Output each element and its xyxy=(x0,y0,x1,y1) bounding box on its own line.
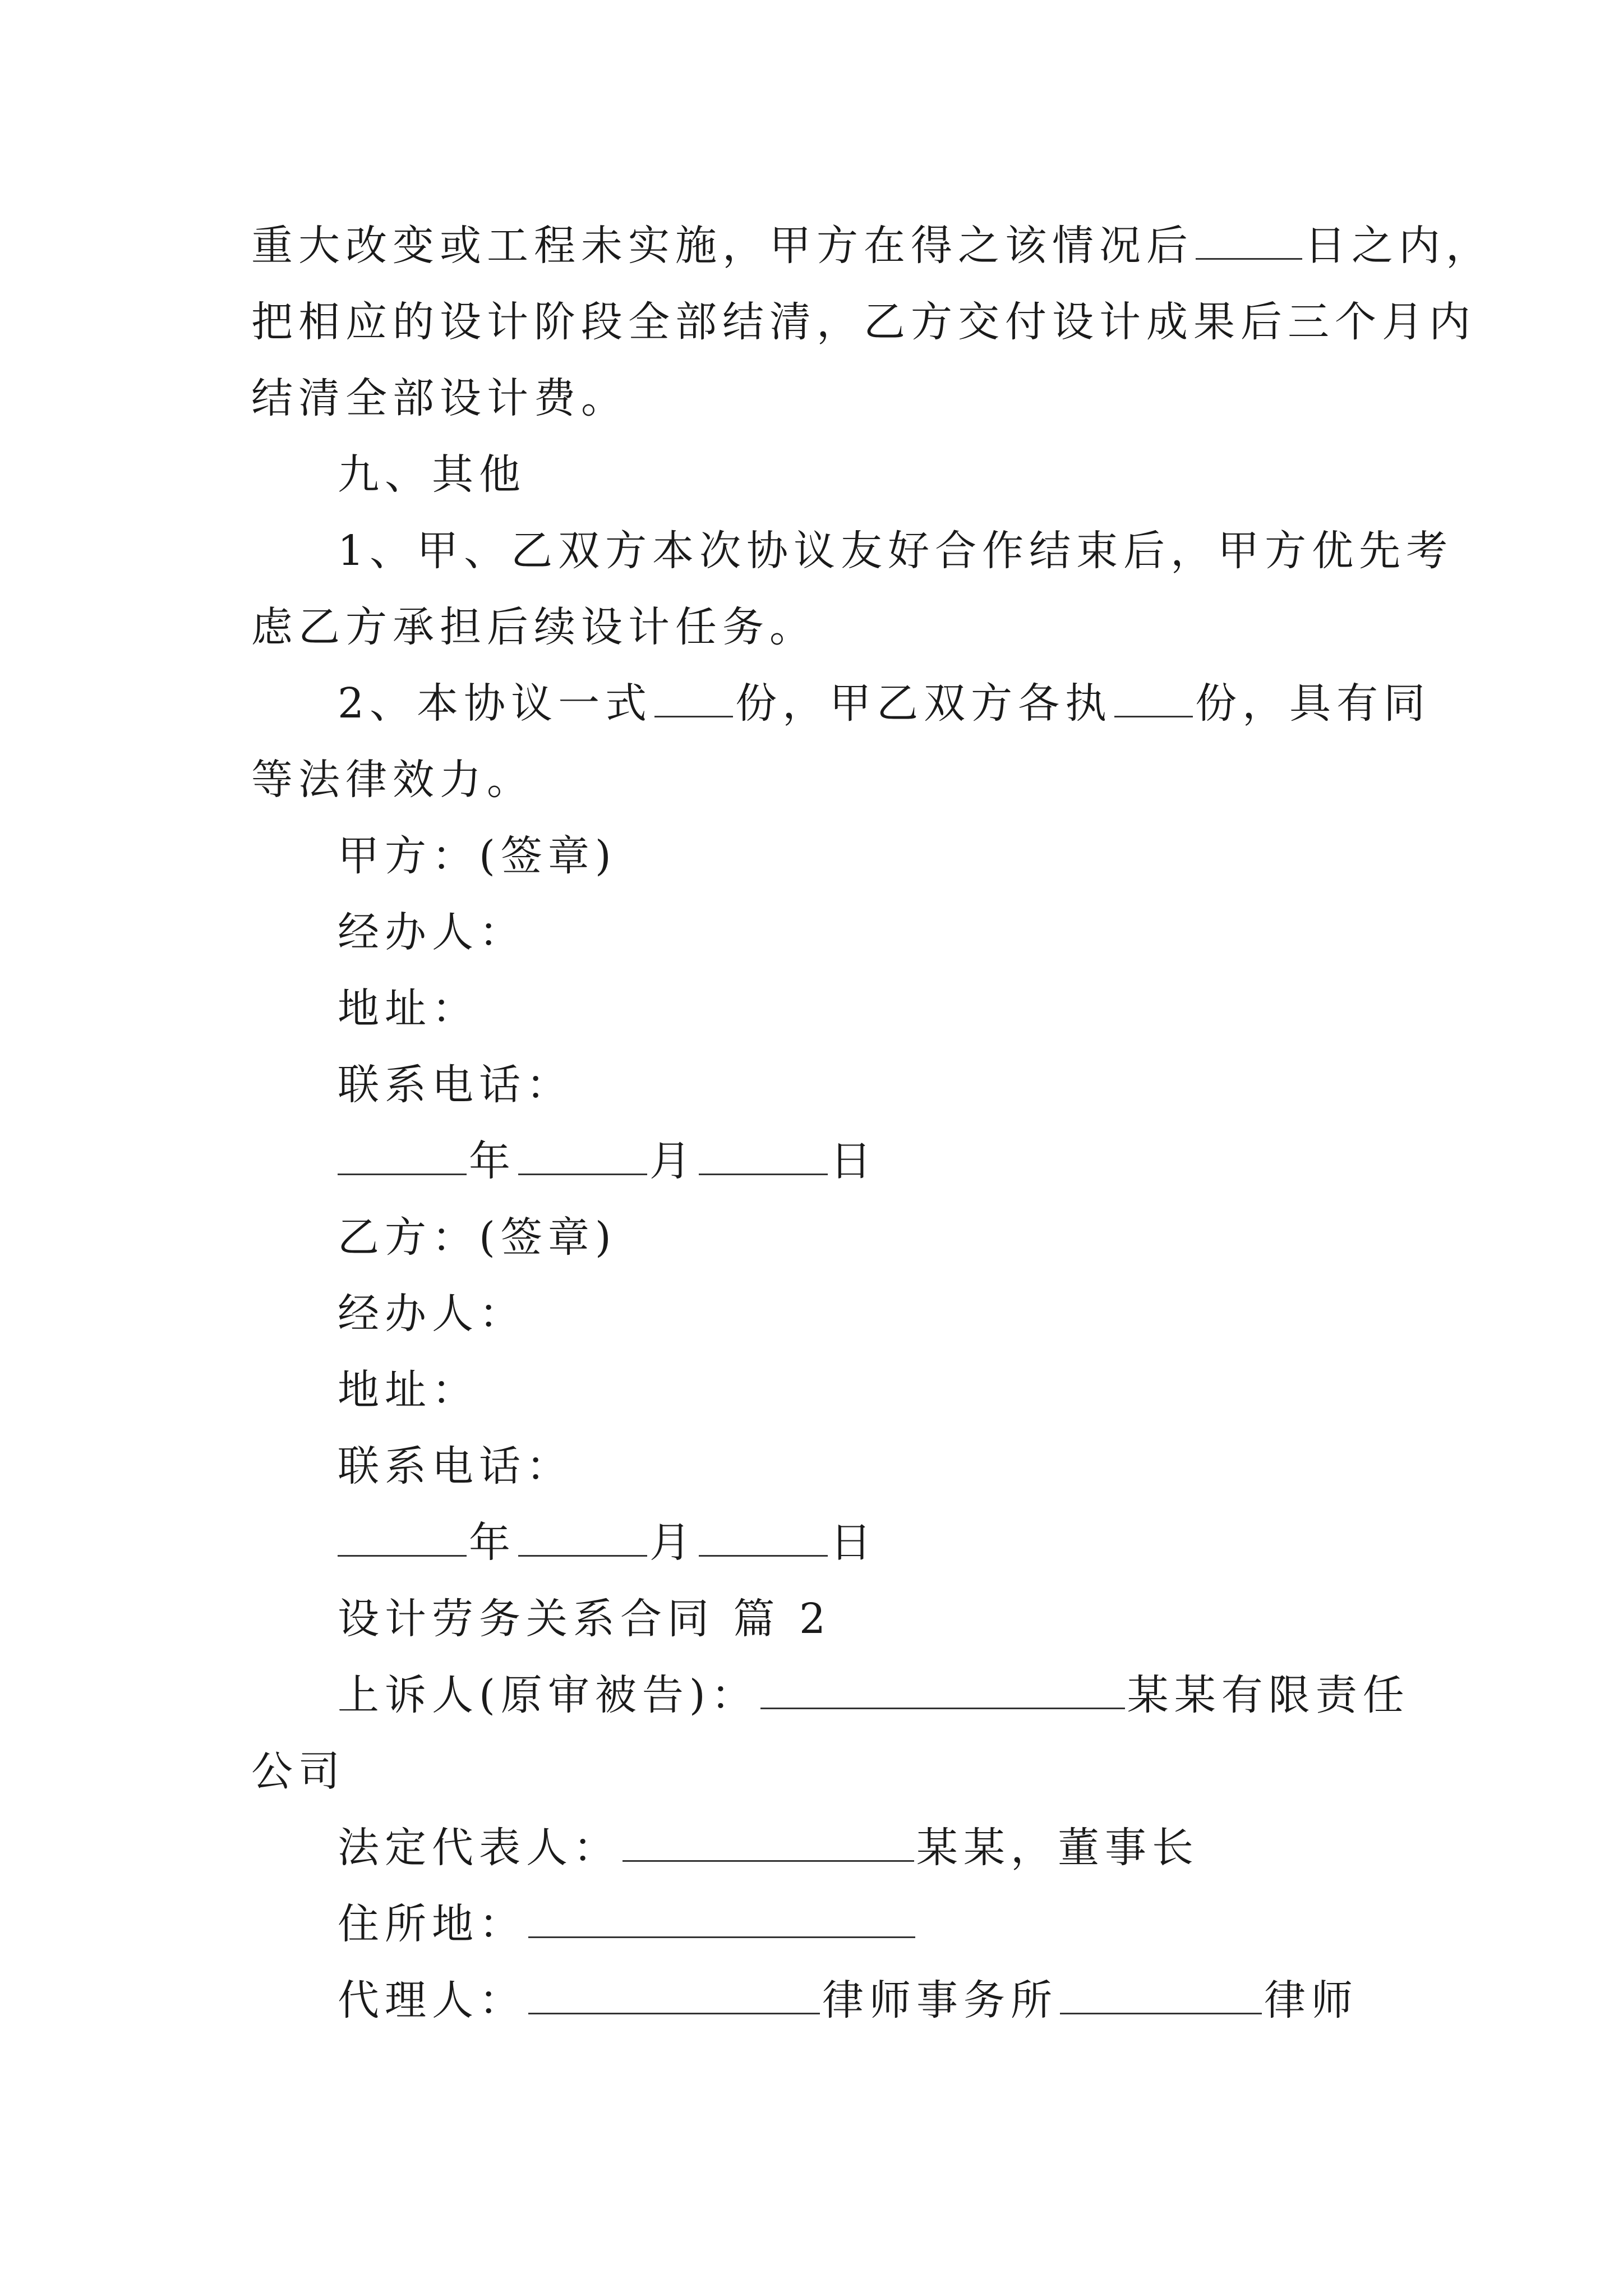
agent-label: 代理人： xyxy=(338,1976,526,2024)
text: 2、本协议一式 xyxy=(338,679,653,728)
section-heading: 九、其他 xyxy=(338,450,526,499)
paragraph-line: 等法律效力。 xyxy=(251,756,534,804)
blank-copies-each xyxy=(1114,681,1193,717)
blank-day xyxy=(699,1139,828,1175)
paragraph-line: 结清全部设计费。 xyxy=(251,374,628,422)
blank-appellant xyxy=(760,1673,1125,1709)
blank-agent xyxy=(528,1978,820,2014)
year-label: 年 xyxy=(469,1519,516,1567)
party-a-handler: 经办人： xyxy=(338,908,526,956)
party-b-address: 地址： xyxy=(338,1366,479,1414)
blank-domicile xyxy=(528,1902,915,1938)
blank-month xyxy=(518,1139,647,1175)
legal-rep-value: 某某，董事长 xyxy=(916,1824,1199,1872)
blank-year xyxy=(338,1520,467,1557)
blank-day xyxy=(699,1520,828,1557)
text: 日之内， xyxy=(1304,222,1493,270)
appellant-label: 上诉人(原审被告)： xyxy=(338,1671,758,1719)
paragraph-line: 虑乙方承担后续设计任务。 xyxy=(251,603,817,651)
blank-year xyxy=(338,1139,467,1175)
text: 重大改变或工程未实施，甲方在得之该情况后 xyxy=(251,222,1193,270)
party-b-date xyxy=(338,1515,877,1571)
blank-legal-rep xyxy=(623,1825,914,1862)
appellant-line xyxy=(338,1667,1410,1723)
paragraph-line: 1、甲、乙双方本次协议友好合作结束后，甲方优先考 xyxy=(338,527,1454,575)
blank-lawyer xyxy=(1060,1978,1262,2014)
day-label: 日 xyxy=(830,1137,877,1185)
party-a-address: 地址： xyxy=(338,984,479,1033)
party-a-date xyxy=(338,1133,877,1189)
party-a-title: 甲方：(签章) xyxy=(338,832,617,880)
blank-month xyxy=(518,1520,647,1557)
legal-rep-label: 法定代表人： xyxy=(338,1824,620,1872)
party-a-phone: 联系电话： xyxy=(338,1061,573,1109)
paragraph-line: 把相应的设计阶段全部结清，乙方交付设计成果后三个月内 xyxy=(251,298,1476,346)
month-label: 月 xyxy=(649,1137,697,1185)
day-label: 日 xyxy=(830,1519,877,1567)
party-b-title: 乙方：(签章) xyxy=(338,1213,617,1262)
text: 份，具有同 xyxy=(1195,679,1431,728)
legal-rep-line xyxy=(338,1820,1199,1876)
domicile-line xyxy=(338,1896,917,1952)
paragraph-line xyxy=(251,218,1493,274)
domicile-label: 住所地： xyxy=(338,1900,526,1948)
agent-line xyxy=(338,1972,1358,2028)
part2-title: 设计劳务关系合同 篇 2 xyxy=(338,1595,832,1643)
appellant-name: 某某有限责任 xyxy=(1127,1671,1410,1719)
paragraph-line xyxy=(338,675,1431,731)
agent-title: 律师 xyxy=(1264,1976,1358,2024)
agent-firm: 律师事务所 xyxy=(822,1976,1058,2024)
text: 份，甲乙双方各执 xyxy=(735,679,1113,728)
year-label: 年 xyxy=(469,1137,516,1185)
appellant-name-cont: 公司 xyxy=(251,1747,345,1796)
party-b-phone: 联系电话： xyxy=(338,1442,573,1490)
month-label: 月 xyxy=(649,1519,697,1567)
blank-copies xyxy=(654,681,733,717)
party-b-handler: 经办人： xyxy=(338,1290,526,1338)
blank-days xyxy=(1196,223,1302,260)
